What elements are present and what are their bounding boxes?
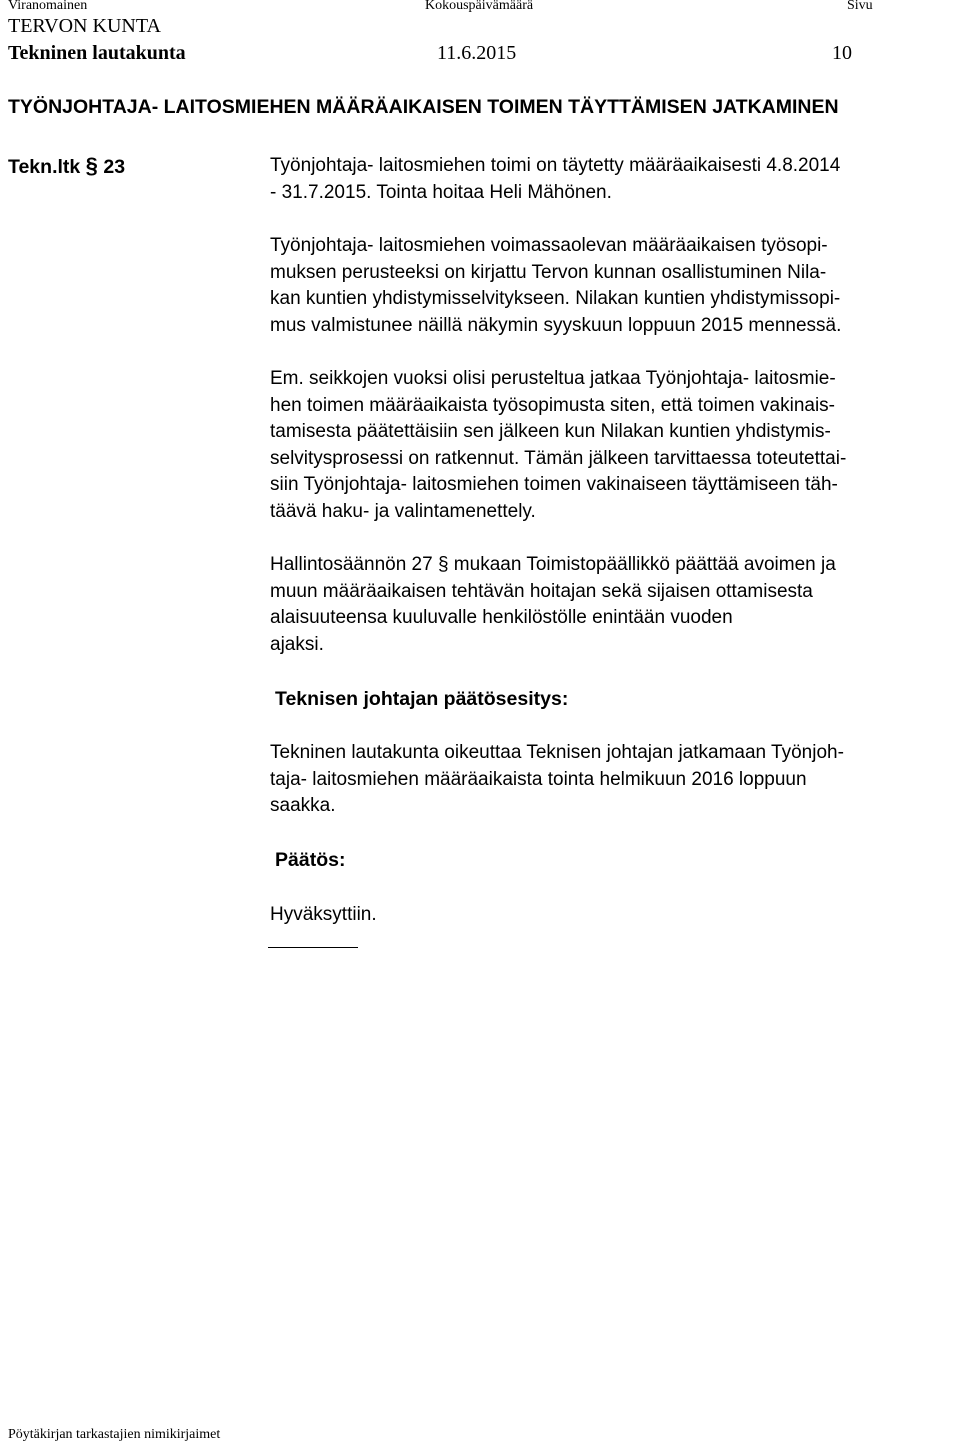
paragraph-3 bbox=[270, 366, 960, 525]
header-date-label: Kokouspäivämäärä bbox=[425, 0, 534, 13]
proposal-heading: Teknisen johtajan päätösesitys: bbox=[275, 688, 569, 710]
paragraph-line: hen toimen määräaikaista työsopimusta siten, että toimen vakinais- bbox=[270, 394, 835, 416]
section-symbol: § bbox=[85, 153, 98, 178]
board-name: Tekninen lautakunta bbox=[8, 42, 186, 64]
section-reference bbox=[8, 153, 125, 179]
page-number: 10 bbox=[832, 42, 852, 64]
header-authority-label: Viranomainen bbox=[8, 0, 88, 13]
section-prefix: Tekn.ltk bbox=[8, 156, 81, 178]
paragraph-2 bbox=[270, 233, 960, 339]
paragraph-line: tamisesta päätettäisiin sen jälkeen kun Nilakan kuntien yhdistymis- bbox=[270, 421, 831, 442]
paragraph-4 bbox=[270, 552, 960, 658]
paragraph-line: mus valmistunee näillä näkymin syyskuun loppuun 2015 mennessä. bbox=[270, 314, 842, 336]
municipality-name: TERVON KUNTA bbox=[8, 15, 161, 37]
decision-text: Hyväksyttiin. bbox=[270, 904, 377, 925]
paragraph-line: Hallintosäännön 27 § mukaan Toimistopäällikkö päättää avoimen ja bbox=[270, 554, 836, 575]
paragraph-line: taja- laitosmiehen määräaikaista tointa helmikuun 2016 loppuun bbox=[270, 768, 807, 790]
section-number: 23 bbox=[103, 156, 126, 178]
decision-heading: Päätös: bbox=[275, 849, 346, 871]
footer-initials-label: Pöytäkirjan tarkastajien nimikirjaimet bbox=[8, 1427, 221, 1442]
meeting-date: 11.6.2015 bbox=[437, 42, 517, 64]
paragraph-line: Työnjohtaja- laitosmiehen toimi on täytetty määräaikaisesti 4.8.2014 bbox=[270, 155, 841, 176]
paragraph-line: Työnjohtaja- laitosmiehen voimassaolevan määräaikaisen työsopi- bbox=[270, 235, 828, 256]
paragraph-line: muksen perusteeksi on kirjattu Tervon kunnan osallistuminen Nila- bbox=[270, 261, 827, 283]
paragraph-line: alaisuuteensa kuuluvalle henkilöstölle enintään vuoden bbox=[270, 607, 733, 628]
paragraph-1 bbox=[270, 153, 960, 206]
paragraph-line: - 31.7.2015. Tointa hoitaa Heli Mähönen. bbox=[270, 181, 612, 203]
paragraph-line: selvitysprosessi on ratkennut. Tämän jälkeen tarvittaessa toteutettai- bbox=[270, 447, 847, 469]
paragraph-line: Tekninen lautakunta oikeuttaa Teknisen johtajan jatkamaan Työnjoh- bbox=[270, 742, 844, 763]
header-page-label: Sivu bbox=[847, 0, 873, 13]
paragraph-line: Em. seikkojen vuoksi olisi perusteltua jatkaa Työnjohtaja- laitosmie- bbox=[270, 368, 836, 389]
paragraph-line: muun määräaikaisen tehtävän hoitajan sekä sijaisen ottamisesta bbox=[270, 580, 813, 602]
paragraph-line: ajaksi. bbox=[270, 633, 324, 655]
proposal-text bbox=[270, 740, 960, 820]
paragraph-line: täävä haku- ja valintamenettely. bbox=[270, 500, 536, 522]
document-title: TYÖNJOHTAJA- LAITOSMIEHEN MÄÄRÄAIKAISEN TOIMEN TÄYTTÄMISEN JATKAMINEN bbox=[8, 96, 839, 118]
paragraph-line: siin Työnjohtaja- laitosmiehen toimen vakinaiseen täyttämiseen täh- bbox=[270, 474, 838, 495]
paragraph-line: kan kuntien yhdistymisselvitykseen. Nilakan kuntien yhdistymissopi- bbox=[270, 288, 841, 309]
signature-line bbox=[268, 947, 358, 948]
paragraph-line: saakka. bbox=[270, 795, 336, 816]
